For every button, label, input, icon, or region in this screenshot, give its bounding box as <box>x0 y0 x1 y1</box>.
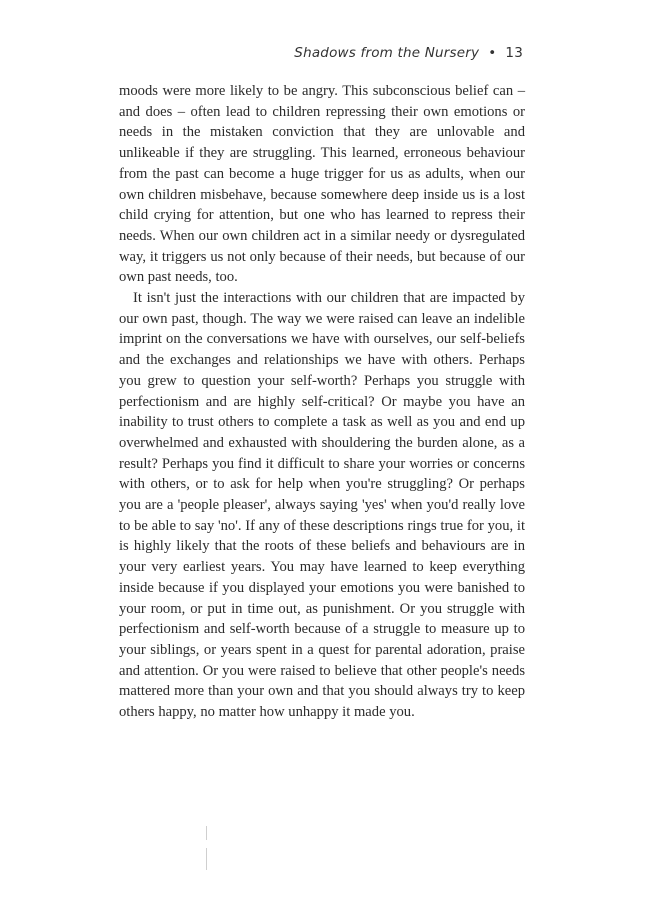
scan-mark <box>206 848 207 870</box>
page-number: 13 <box>505 45 523 61</box>
header-separator: • <box>488 45 497 61</box>
running-header <box>294 45 523 61</box>
paragraph: moods were more likely to be angry. This subconscious belief can – and does – often lead to children repressing their own emotions or needs in the mistaken conviction that they are unlovable and unlikeable if they are struggling. This learned, erroneous behaviour from the past can become a huge trigger for us as adults, when our own children misbehave, because somewhere deep inside us is a lost child crying for attention, but one who has learned to repress their needs. When our own children act in a similar needy or dysregulated way, it triggers us not only because of their needs, but because of our own past needs, too. <box>119 83 525 286</box>
scan-mark <box>206 826 207 840</box>
body-text <box>119 81 525 723</box>
paragraph: It isn't just the interactions with our children that are impacted by our own past, though. The way we were raised can leave an indelible imprint on the conversations we have with ourselves, our self-beliefs and the exchanges and relationships we have with others. Perhaps you grew to question your self-worth? Perhaps you struggle with perfectionism and are highly self-critical? Or maybe you have an inability to trust others to complete a task as well as you and end up overwhelmed and exhausted with shouldering the burden alone, as a result? Perhaps you find it difficult to share your worries or concerns with others, or to ask for help when you're struggling? Or perhaps you are a 'people pleaser', always saying 'yes' when you'd really love to be able to say 'no'. If any of these descriptions rings true for you, it is highly likely that the roots of these beliefs and behaviours are in your very earliest years. You may have learned to keep everything inside because if you displayed your emotions you were banished to your room, or put in time out, as punishment. Or you struggle with perfectionism and self-worth because of a struggle to measure up to your siblings, or years spent in a quest for parental adoration, praise and attention. Or you were raised to believe that other people's needs mattered more than your own and that you should always try to keep others happy, no matter how unhappy it made you. <box>119 290 525 721</box>
chapter-title: Shadows from the Nursery <box>294 45 480 61</box>
